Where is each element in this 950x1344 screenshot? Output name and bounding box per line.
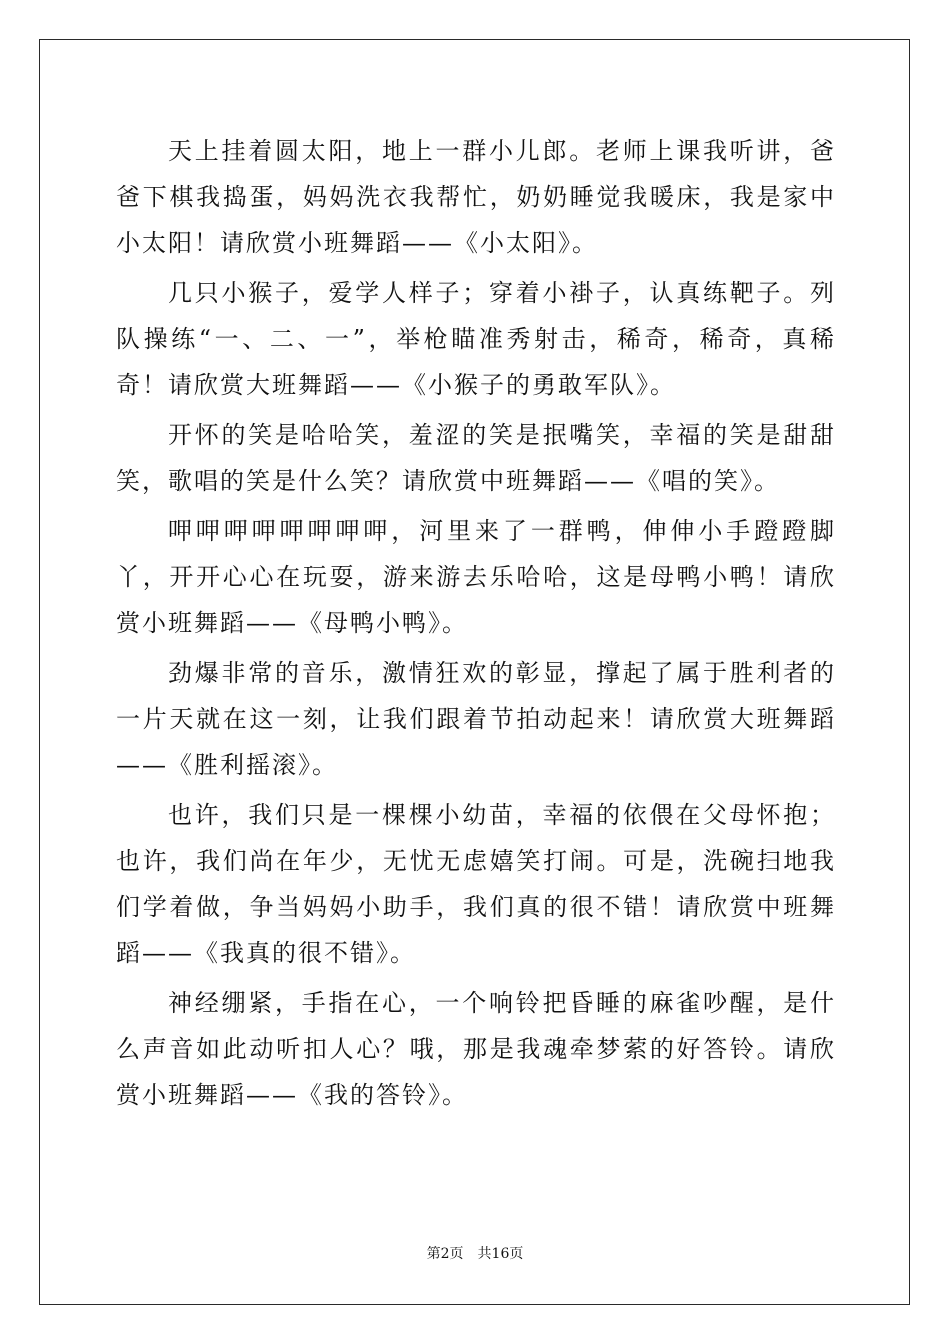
paragraph-7: 神经绷紧，手指在心，一个响铃把昏睡的麻雀吵醒，是什么声音如此动听扣人心？哦，那是我魂牵梦萦的好答铃。请欣赏小班舞蹈——《我的答铃》。	[116, 989, 836, 1109]
document-body	[116, 128, 836, 1122]
page-number-current: 第2页	[426, 1246, 464, 1262]
paragraph-1: 天上挂着圆太阳，地上一群小儿郎。老师上课我听讲，爸爸下棋我捣蛋，妈妈洗衣我帮忙，奶奶睡觉我暖床，我是家中小太阳！请欣赏小班舞蹈——《小太阳》。	[116, 137, 836, 257]
paragraph-4: 呷呷呷呷呷呷呷呷，河里来了一群鸭，伸伸小手蹬蹬脚丫，开开心心在玩耍，游来游去乐哈哈，这是母鸭小鸭！请欣赏小班舞蹈——《母鸭小鸭》。	[116, 517, 836, 637]
page-number-total: 共16页	[477, 1246, 524, 1262]
paragraph-2: 几只小猴子，爱学人样子；穿着小褂子，认真练靶子。列队操练“一、二、一”，举枪瞄准秀射击，稀奇，稀奇，真稀奇！请欣赏大班舞蹈——《小猴子的勇敢军队》。	[116, 279, 836, 399]
paragraph-3: 开怀的笑是哈哈笑，羞涩的笑是抿嘴笑，幸福的笑是甜甜笑，歌唱的笑是什么笑？请欣赏中班舞蹈——《唱的笑》。	[116, 421, 836, 495]
page-footer	[0, 1244, 950, 1264]
paragraph-6: 也许，我们只是一棵棵小幼苗，幸福的依偎在父母怀抱；也许，我们尚在年少，无忧无虑嬉笑打闹。可是，洗碗扫地我们学着做，争当妈妈小助手，我们真的很不错！请欣赏中班舞蹈——《我真的很不错》。	[116, 801, 836, 967]
paragraph-5: 劲爆非常的音乐，激情狂欢的彰显，撑起了属于胜利者的一片天就在这一刻，让我们跟着节拍动起来！请欣赏大班舞蹈——《胜利摇滚》。	[116, 659, 836, 779]
